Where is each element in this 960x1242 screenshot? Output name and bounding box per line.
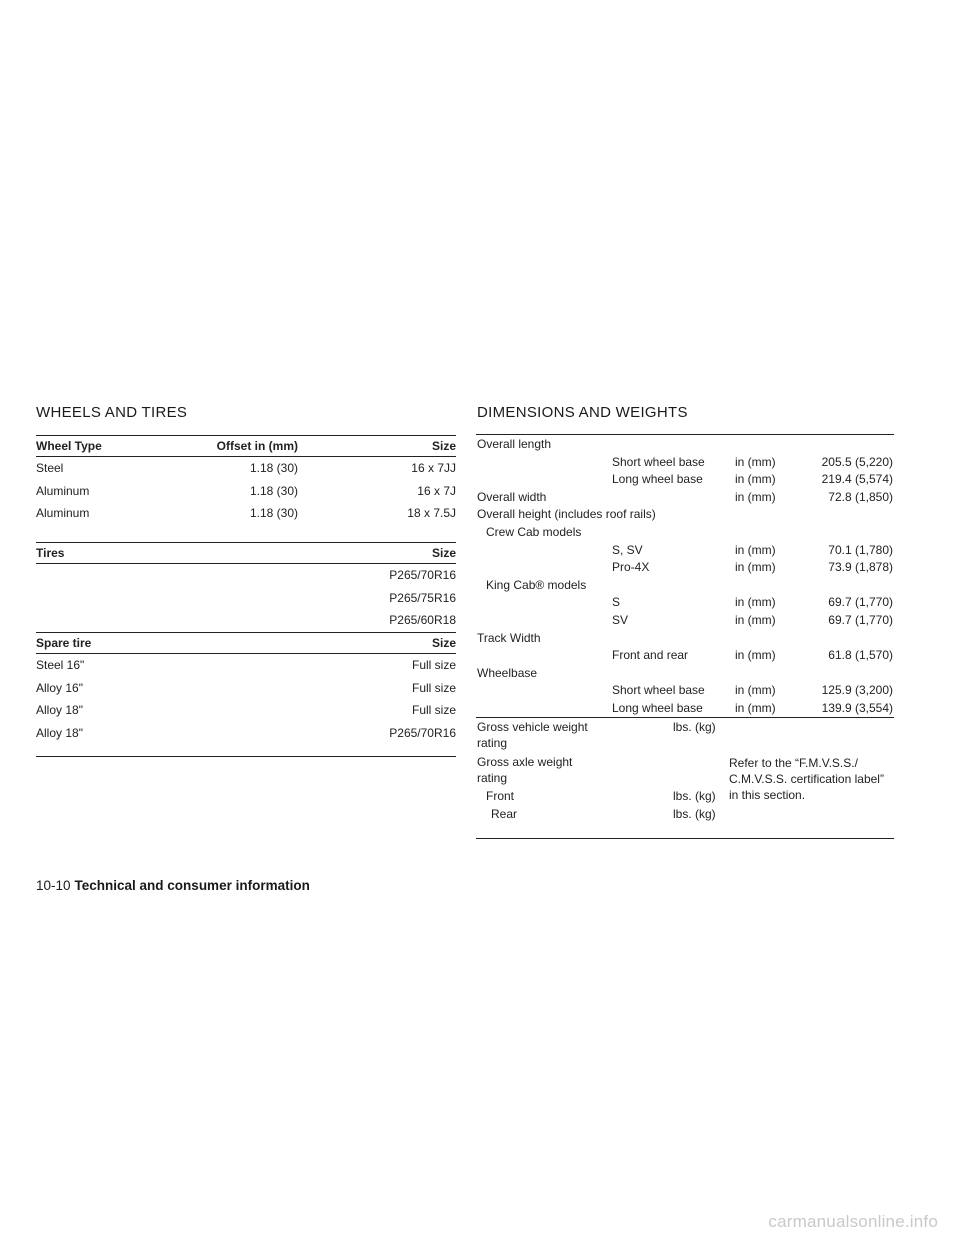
unit: in (mm) bbox=[735, 700, 776, 715]
value: 69.7 (1,770) bbox=[828, 612, 893, 627]
value: 69.7 (1,770) bbox=[828, 595, 893, 610]
unit: in (mm) bbox=[735, 489, 776, 504]
col-spare-tire: Spare tire bbox=[36, 636, 92, 650]
unit: in (mm) bbox=[735, 454, 776, 469]
rear-label: Rear bbox=[491, 806, 518, 821]
unit: in (mm) bbox=[735, 472, 776, 487]
table-row bbox=[476, 576, 894, 594]
table-row bbox=[476, 453, 894, 471]
spare-size: P265/70R16 bbox=[389, 725, 456, 740]
size: 16 x 7JJ bbox=[411, 461, 456, 476]
refer-note-line-1: Refer to the “F.M.V.S.S./ bbox=[729, 755, 858, 770]
wheel-type: Steel bbox=[36, 461, 64, 476]
wheel-type: Aluminum bbox=[36, 506, 90, 521]
gawr-label-2: rating bbox=[477, 770, 508, 785]
variant-label: Pro-4X bbox=[612, 560, 650, 575]
gawr-label: Gross axle weight bbox=[477, 754, 573, 769]
overall-length-label: Overall length bbox=[477, 437, 552, 451]
watermark: carmanualsonline.info bbox=[768, 1212, 938, 1231]
wheel-type: Aluminum bbox=[36, 483, 90, 498]
rule bbox=[476, 838, 894, 839]
wheelbase-label: Wheelbase bbox=[477, 665, 538, 680]
unit: in (mm) bbox=[735, 595, 776, 610]
table-row bbox=[476, 470, 894, 488]
col-size: Size bbox=[431, 546, 456, 560]
tire-size: P265/75R16 bbox=[389, 590, 456, 605]
spare-type: Alloy 16" bbox=[36, 680, 83, 695]
table-header bbox=[36, 436, 456, 456]
spare-type: Alloy 18" bbox=[36, 725, 83, 740]
gross-weight-block bbox=[476, 718, 894, 838]
overall-width-label: Overall width bbox=[477, 489, 547, 504]
tire-size: P265/60R18 bbox=[389, 613, 456, 628]
table-row bbox=[476, 523, 894, 541]
value: 125.9 (3,200) bbox=[821, 683, 893, 698]
rule bbox=[36, 756, 456, 757]
table-row bbox=[476, 541, 894, 559]
page-footer bbox=[36, 878, 310, 893]
value: 205.5 (5,220) bbox=[821, 454, 893, 469]
spare-size: Full size bbox=[411, 680, 456, 695]
page-number: 10-10 bbox=[36, 878, 71, 893]
variant-label: Front and rear bbox=[612, 648, 689, 663]
variant-label: Short wheel base bbox=[612, 454, 705, 469]
overall-height-label: Overall height (includes roof rails) bbox=[477, 507, 656, 522]
table-row bbox=[476, 664, 894, 682]
value: 70.1 (1,780) bbox=[828, 542, 893, 557]
gvwr-label: Gross vehicle weight bbox=[477, 719, 588, 734]
variant-label: SV bbox=[612, 612, 629, 627]
dimensions-table bbox=[476, 434, 894, 839]
col-offset: Offset in (mm) bbox=[216, 439, 298, 453]
tires-table bbox=[36, 542, 456, 632]
table-row bbox=[36, 587, 456, 610]
table-row bbox=[36, 722, 456, 745]
refer-note-line-3: in this section. bbox=[729, 787, 806, 802]
value: 72.8 (1,850) bbox=[828, 489, 893, 504]
size: 16 x 7J bbox=[417, 483, 456, 498]
variant-label: Long wheel base bbox=[612, 472, 703, 487]
table-row bbox=[36, 480, 456, 503]
spare-type: Alloy 18" bbox=[36, 703, 83, 718]
unit: in (mm) bbox=[735, 560, 776, 575]
king-cab-label: King Cab® models bbox=[486, 577, 587, 592]
unit: in (mm) bbox=[735, 683, 776, 698]
unit: lbs. (kg) bbox=[673, 806, 716, 821]
spare-size: Full size bbox=[411, 658, 456, 673]
unit: in (mm) bbox=[735, 542, 776, 557]
dimensions-title: DIMENSIONS AND WEIGHTS bbox=[477, 404, 688, 421]
col-size: Size bbox=[431, 636, 456, 650]
table-row bbox=[476, 629, 894, 647]
spare-table bbox=[36, 632, 456, 757]
value: 139.9 (3,554) bbox=[821, 700, 893, 715]
table-row bbox=[476, 646, 894, 664]
unit: in (mm) bbox=[735, 612, 776, 627]
crew-cab-label: Crew Cab models bbox=[486, 524, 582, 539]
table-row bbox=[36, 457, 456, 480]
tire-size: P265/70R16 bbox=[389, 568, 456, 583]
value: 219.4 (5,574) bbox=[821, 472, 893, 487]
wheels-tires-title: WHEELS AND TIRES bbox=[36, 404, 188, 421]
table-header bbox=[36, 543, 456, 563]
table-row bbox=[36, 502, 456, 525]
unit: in (mm) bbox=[735, 648, 776, 663]
table-row bbox=[36, 677, 456, 700]
table-row bbox=[476, 488, 894, 506]
wheels-table bbox=[36, 435, 456, 525]
variant-label: S bbox=[612, 595, 621, 610]
table-row bbox=[476, 558, 894, 576]
value: 73.9 (1,878) bbox=[828, 560, 893, 575]
col-size: Size bbox=[431, 439, 456, 453]
spare-size: Full size bbox=[411, 703, 456, 718]
table-row bbox=[36, 699, 456, 722]
spare-type: Steel 16" bbox=[36, 658, 85, 673]
offset: 1.18 (30) bbox=[249, 506, 298, 521]
offset: 1.18 (30) bbox=[249, 461, 298, 476]
col-tires: Tires bbox=[36, 546, 65, 560]
refer-note-line-2: C.M.V.S.S. certification label” bbox=[729, 771, 884, 786]
unit: lbs. (kg) bbox=[673, 719, 716, 734]
table-row bbox=[36, 564, 456, 587]
chapter-title: Technical and consumer information bbox=[74, 878, 310, 893]
table-row bbox=[476, 593, 894, 611]
variant-label: S, SV bbox=[612, 542, 643, 557]
table-row bbox=[476, 435, 894, 453]
table-row bbox=[476, 699, 894, 717]
value: 61.8 (1,570) bbox=[828, 648, 893, 663]
gvwr-label-2: rating bbox=[477, 735, 508, 750]
table-row bbox=[476, 611, 894, 629]
table-row bbox=[476, 681, 894, 699]
col-wheel-type: Wheel Type bbox=[36, 439, 102, 453]
track-width-label: Track Width bbox=[477, 630, 541, 645]
table-row bbox=[36, 654, 456, 677]
front-label: Front bbox=[486, 788, 515, 803]
table-header bbox=[36, 633, 456, 653]
table-row bbox=[36, 609, 456, 632]
offset: 1.18 (30) bbox=[249, 483, 298, 498]
unit: lbs. (kg) bbox=[673, 788, 716, 803]
size: 18 x 7.5J bbox=[407, 506, 456, 521]
variant-label: Long wheel base bbox=[612, 700, 703, 715]
variant-label: Short wheel base bbox=[612, 683, 705, 698]
table-row bbox=[476, 505, 894, 523]
